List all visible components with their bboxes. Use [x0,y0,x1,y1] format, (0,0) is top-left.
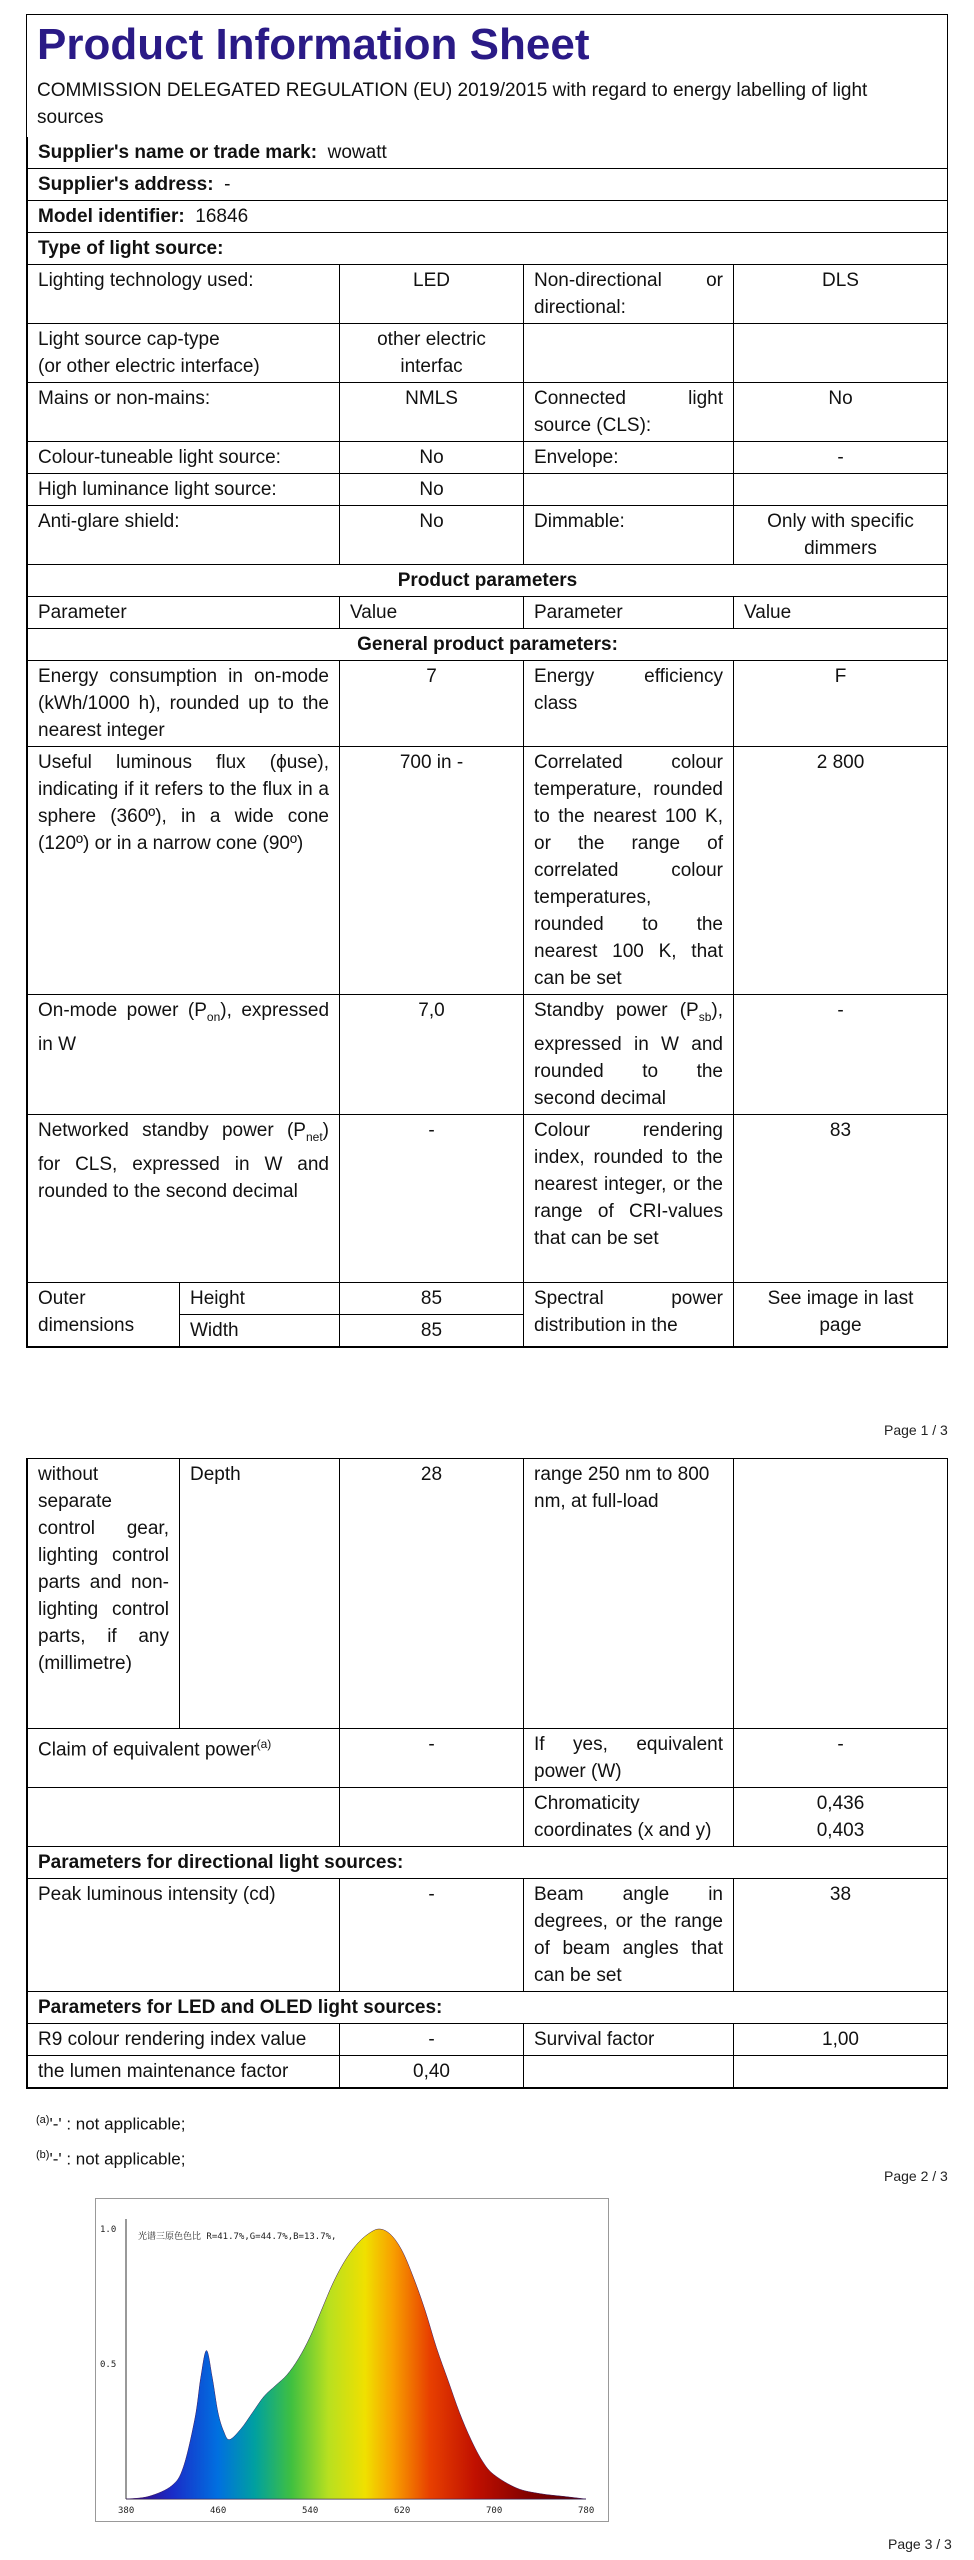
dim-label: Dimmable: [524,506,734,565]
col-parameter-2: Parameter [524,597,734,629]
env-label: Envelope: [524,442,734,474]
x-tick-label: 540 [302,2506,319,2516]
surv-label: Survival factor [524,2024,734,2056]
beam-value: 38 [734,1879,948,1992]
psb-label: Standby power $(P_{sb})$, expressed in W and rounded to the second decimal [524,995,734,1115]
depth-value: 28 [340,1459,524,1729]
x-tick-label: 460 [210,2506,227,2516]
flux-label: Useful luminous flux (ϕuse), indicating if it refers to the flux in a sphere (360º), in a wide cone (120º) or in a narrow cone (90º) [28,747,340,995]
directional-heading: Parameters for directional light sources: [28,1847,948,1879]
width-value: 85 [340,1314,524,1346]
tech-label: Lighting technology used: [28,265,340,324]
footnote-a: $^{(a)}$'-' : not applicable; [36,2114,186,2134]
page-2-sheet [26,1458,948,2089]
page-number-3: Page 3 / 3 [888,2536,952,2552]
depth-label: Depth [180,1459,340,1729]
spectrum-area [126,2229,586,2499]
x-tick-label: 620 [394,2506,411,2516]
y-tick-label: 0.5 [100,2360,117,2370]
dim-value: Only with specific dimmers [734,506,948,565]
x-tick-label: 780 [578,2506,595,2516]
hl-value: No [340,474,524,506]
spectrum-chart [95,2198,609,2522]
supplier-address-row: Supplier's address: - [28,169,948,201]
general-heading: General product parameters: [28,629,948,661]
cls-label: Connected light source (CLS): [524,383,734,442]
claim-label: Claim of equivalent power$^{(a)}$ [28,1729,340,1788]
tech-value: LED [340,265,524,324]
dir-value: DLS [734,265,948,324]
beam-label: Beam angle in degrees, or the range of beam angles that can be set [524,1879,734,1992]
cri-label: Colour rendering index, rounded to the nearest integer, or the range of CRI-values that can be set [524,1114,734,1282]
regulation-text: COMMISSION DELEGATED REGULATION (EU) 2019/2015 with regard to energy labelling of light sources [37,80,868,128]
surv-value: 1,00 [734,2024,948,2056]
ag-value: No [340,506,524,565]
eqpow-value: - [734,1729,948,1788]
x-tick-label: 700 [486,2506,503,2516]
pnet-label: Networked standby power $(P_{net})$ for CLS, expressed in W and rounded to the second decimal [28,1114,340,1282]
model-row: Model identifier: 16846 [28,201,948,233]
chrom-value: 0,436 0,403 [734,1788,948,1847]
spd-value: See image in last page [734,1282,948,1346]
footnote-b: $^{(b)}$'-' : not applicable; [36,2148,186,2169]
x-tick-label: 380 [118,2506,135,2516]
chrom-label: Chromaticity coordinates (x and y) [524,1788,734,1847]
pon-label: On-mode power $(P_{on})$, expressed in W [28,995,340,1115]
hl-label: High luminance light source: [28,474,340,506]
page-1-sheet [26,14,948,1348]
type-table [27,137,948,1347]
supplier-address: - [224,174,231,195]
product-params-heading: Product parameters [28,565,948,597]
type-heading: Type of light source: [28,233,948,265]
page-number-1: Page 1 / 3 [884,1422,948,1438]
cct-value: 2 800 [734,747,948,995]
outer-dimensions-label: Outer dimensions [28,1282,180,1346]
lm-label: the lumen maintenance factor [28,2056,340,2088]
cct-label: Correlated colour temperature, rounded to the nearest 100 K, or the range of correlated colour temperatures, rounded to the nearest 100 K, that can be set [524,747,734,995]
col-value-1: Value [340,597,524,629]
footnotes [36,2108,185,2171]
cri-value: 83 [734,1114,948,1282]
dir-label: Non-directional or directional: [524,265,734,324]
width-label: Width [180,1314,340,1346]
col-value-2: Value [734,597,948,629]
flux-value: 700 in - [340,747,524,995]
led-heading: Parameters for LED and OLED light sources: [28,1992,948,2024]
pon-value: 7,0 [340,995,524,1115]
energy-label: Energy consumption in on-mode (kWh/1000 h), rounded up to the nearest integer [28,661,340,747]
mains-value: NMLS [340,383,524,442]
psb-value: - [734,995,948,1115]
continued-table [27,1458,948,2088]
cap-value: other electric interfac [340,324,524,383]
y-tick-label: 1.0 [100,2225,117,2235]
chart-title: 光谱三原色色比 R=41.7%,G=44.7%,B=13.7%, [138,2232,337,2242]
col-parameter-1: Parameter [28,597,340,629]
r9-label: R9 colour rendering index value [28,2024,340,2056]
page-number-2: Page 2 / 3 [884,2168,948,2184]
peak-label: Peak luminous intensity (cd) [28,1879,340,1992]
tune-label: Colour-tuneable light source: [28,442,340,474]
eqpow-label: If yes, equivalent power (W) [524,1729,734,1788]
cls-value: No [734,383,948,442]
energy-value: 7 [340,661,524,747]
page-title: Product Information Sheet [37,20,590,69]
supplier-name: wowatt [327,142,387,163]
height-label: Height [180,1282,340,1314]
cap-label: Light source cap-type (or other electric interface) [28,324,340,383]
supplier-name-row: Supplier's name or trade mark: wowatt [28,137,948,169]
tune-value: No [340,442,524,474]
outer-dimensions-cont: without separate control gear, lighting control parts and non-lighting control parts, if any (millimetre) [28,1459,180,1729]
eff-label: Energy efficiency class [524,661,734,747]
model-identifier: 16846 [195,206,249,227]
eff-value: F [734,661,948,747]
pnet-value: - [340,1114,524,1282]
mains-label: Mains or non-mains: [28,383,340,442]
spectrum-svg [96,2199,608,2521]
ag-label: Anti-glare shield: [28,506,340,565]
height-value: 85 [340,1282,524,1314]
r9-value: - [340,2024,524,2056]
claim-value: - [340,1729,524,1788]
env-value: - [734,442,948,474]
lm-value: 0,40 [340,2056,524,2088]
spd-label-cont: range 250 nm to 800 nm, at full-load [524,1459,734,1729]
peak-value: - [340,1879,524,1992]
spd-label: Spectral power distribution in the [524,1282,734,1346]
